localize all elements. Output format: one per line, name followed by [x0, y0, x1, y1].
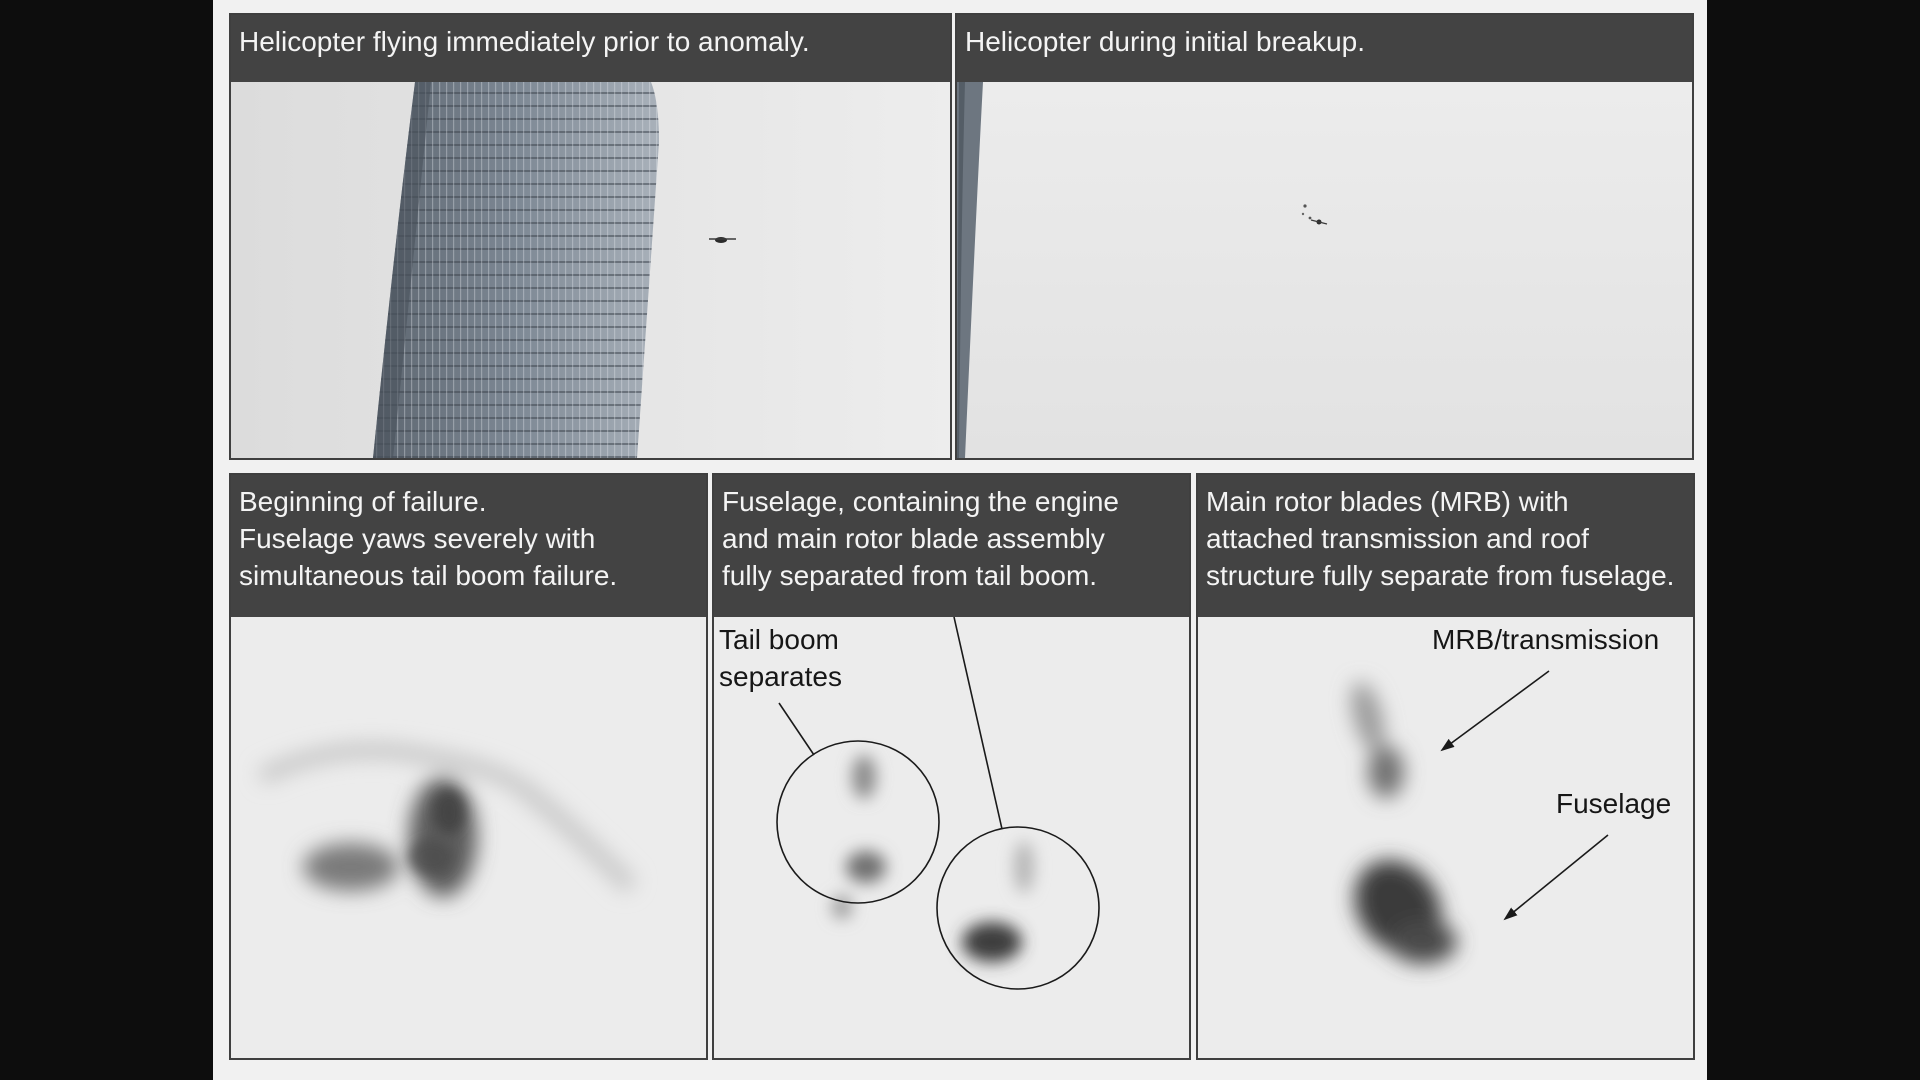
caption-line: simultaneous tail boom failure.: [239, 560, 618, 591]
panel-caption: [714, 475, 1189, 617]
photo-tower-and-helicopter: [231, 82, 950, 458]
sky: [957, 82, 1692, 458]
caption-line: Main rotor blades (MRB) with: [1206, 486, 1569, 517]
photo-svg: [231, 617, 706, 1058]
figure-sheet: [213, 0, 1707, 1080]
caption-line: and main rotor blade assembly: [722, 523, 1105, 554]
caption-line: Fuselage, containing the engine: [722, 486, 1119, 517]
caption-line: Beginning of failure.: [239, 486, 487, 517]
photo-zoom-yaw: [231, 617, 706, 1058]
panel-caption: [231, 15, 950, 82]
caption-line: attached transmission and roof: [1206, 523, 1589, 554]
caption-line: Helicopter flying immediately prior to anomaly.: [239, 26, 810, 57]
label-line: separates: [719, 661, 842, 692]
photo-svg: [957, 82, 1692, 458]
photo-svg: [1198, 617, 1693, 1058]
caption-line: Helicopter during initial breakup.: [965, 26, 1365, 57]
panel-fuselage-separated: [712, 473, 1191, 1060]
photo-zoom-mrb-fuselage: [1198, 617, 1693, 1058]
label-tail-boom-separates: [719, 621, 842, 695]
panel-initial-breakup: [955, 13, 1694, 460]
caption-line: fully separated from tail boom.: [722, 560, 1098, 591]
panel-prior-to-anomaly: [229, 13, 952, 460]
label-line: Tail boom: [719, 624, 839, 655]
panel-mrb-separated: [1196, 473, 1695, 1060]
panel-beginning-of-failure: [229, 473, 708, 1060]
label-mrb-transmission: MRB/transmission: [1432, 624, 1660, 655]
panel-caption: [231, 475, 706, 617]
caption-line: structure fully separate from fuselage.: [1206, 560, 1675, 591]
photo-breakup: [957, 82, 1692, 458]
panel-caption: [1198, 475, 1693, 617]
caption-line: Fuselage yaws severely with: [239, 523, 596, 554]
photo-zoom-separation: [714, 617, 1189, 1058]
label-fuselage: Fuselage: [1556, 788, 1672, 819]
photo-svg: [231, 82, 950, 458]
panel-caption: [957, 15, 1692, 82]
